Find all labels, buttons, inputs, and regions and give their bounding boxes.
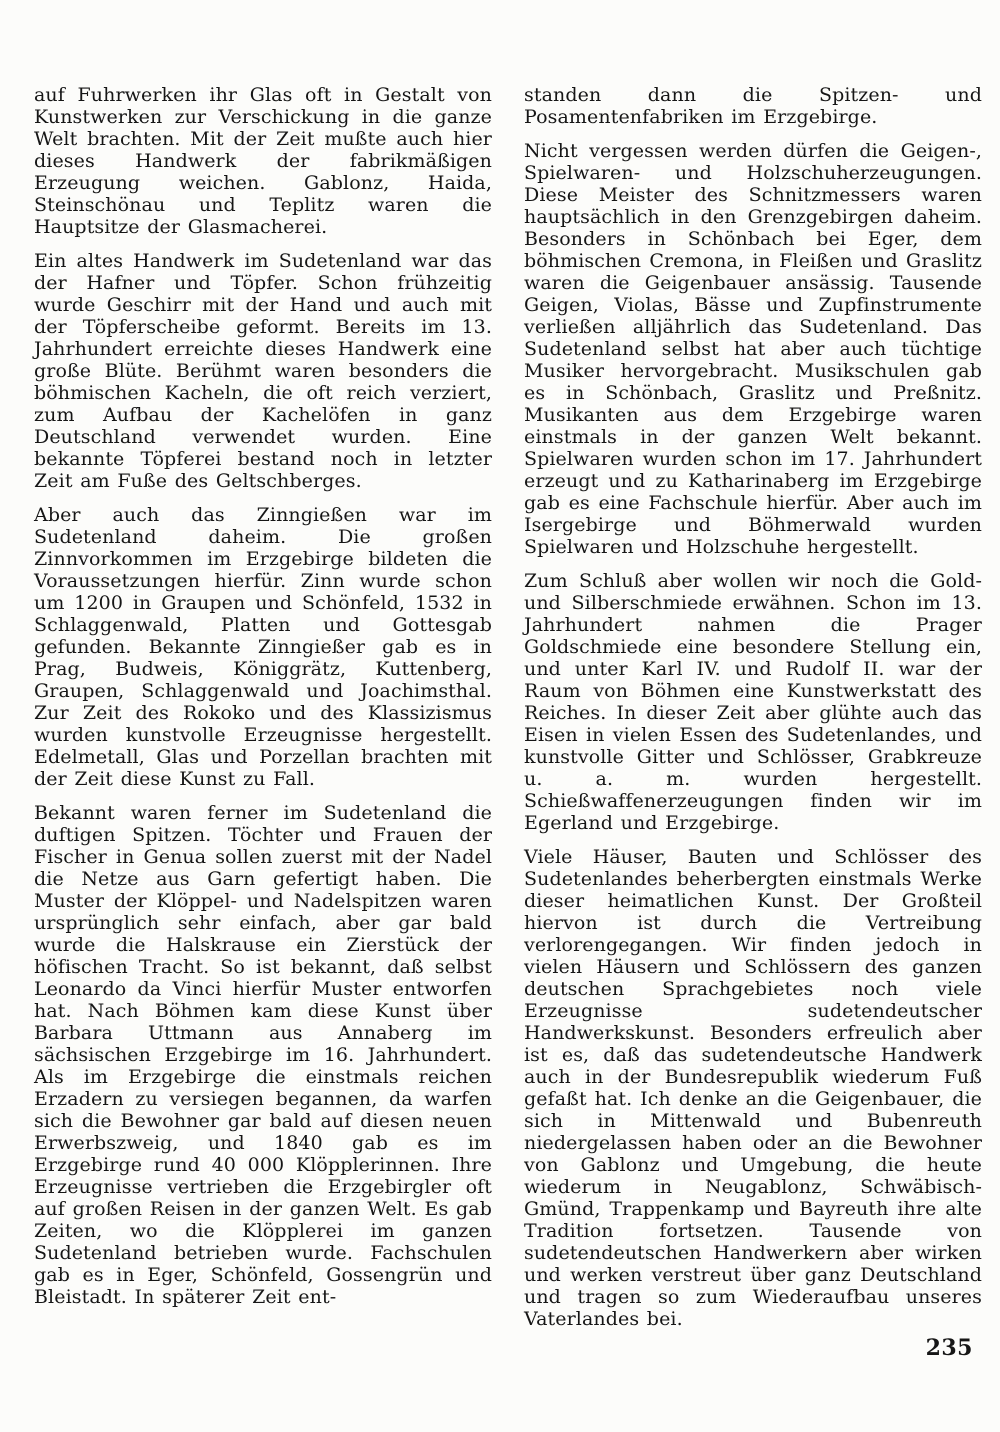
paragraph: Bekannt waren ferner im Sudetenland die duftigen Spitzen. Töchter und Frauen der Fischer in Genua sollen zuerst mit der Nadel die Netze aus Garn gefertigt haben. Die Muster der Klöppel- und Nadelspitzen waren ursprünglich sehr einfach, aber gar bald wurde die Halskrause ein Zierstück der höfischen Tracht. So ist bekannt, daß selbst Leonardo da Vinci hierfür Muster entworfen hat. Nach Böhmen kam diese Kunst über Barbara Uttmann aus Annaberg im sächsischen Erzgebirge im 16. Jahrhundert. Als im Erzgebirge die einstmals reichen Erzadern zu versiegen begannen, da warfen sich die Bewohner gar bald auf diesen neuen Erwerbszweig, und 1840 gab es im Erzgebirge rund 40 000 Klöpplerinnen. Ihre Erzeugnisse vertrieben die Erzgebirgler oft auf großen Reisen in der ganzen Welt. Es gab Zeiten, wo die Klöpplerei im ganzen Sudetenland betrieben wurde. Fachschulen gab es in Eger, Schönfeld, Gossengrün und Bleistadt. In späterer Zeit ent-: [34, 802, 492, 1308]
right-column: [524, 84, 982, 1330]
text-columns: [34, 84, 982, 1330]
paragraph: Ein altes Handwerk im Sudetenland war das der Hafner und Töpfer. Schon frühzeitig wurde Geschirr mit der Hand und auch mit der Töpferscheibe geformt. Bereits im 13. Jahrhundert erreichte dieses Handwerk eine große Blüte. Berühmt waren besonders die böhmischen Kacheln, die oft reich verziert, zum Aufbau der Kachelöfen in ganz Deutschland verwendet wurden. Eine bekannte Töpferei bestand noch in letzter Zeit am Fuße des Geltschberges.: [34, 250, 492, 492]
paragraph: Zum Schluß aber wollen wir noch die Gold- und Silberschmiede erwähnen. Schon im 13. Jahrhundert nahmen die Prager Goldschmiede eine besondere Stellung ein, und unter Karl IV. und Rudolf II. war der Raum von Böhmen eine Kunstwerkstatt des Reiches. In dieser Zeit aber glühte auch das Eisen in vielen Essen des Sudetenlandes, und kunstvolle Gitter und Schlösser, Grabkreuze u. a. m. wurden hergestellt. Schießwaffenerzeugungen finden wir im Egerland und Erzgebirge.: [524, 570, 982, 834]
page-number: 235: [925, 1335, 973, 1361]
paragraph: auf Fuhrwerken ihr Glas oft in Gestalt von Kunstwerken zur Verschickung in die ganze Welt brachten. Mit der Zeit mußte auch hier dieses Handwerk der fabrikmäßigen Erzeugung weichen. Gablonz, Haida, Steinschönau und Teplitz waren die Hauptsitze der Glasmacherei.: [34, 84, 492, 238]
paragraph: Viele Häuser, Bauten und Schlösser des Sudetenlandes beherbergten einstmals Werke dieser heimatlichen Kunst. Der Großteil hiervon ist durch die Vertreibung verlorengegangen. Wir finden jedoch in vielen Häusern und Schlössern des ganzen deutschen Sprachgebietes noch viele Erzeugnisse sudetendeutscher Handwerkskunst. Besonders erfreulich aber ist es, daß das sudetendeutsche Handwerk auch in der Bundesrepublik wiederum Fuß gefaßt hat. Ich denke an die Geigenbauer, die sich in Mittenwald und Bubenreuth niedergelassen haben oder an die Bewohner von Gablonz und Umgebung, die heute wiederum in Neugablonz, Schwäbisch-Gmünd, Trappenkamp und Bayreuth ihre alte Tradition fortsetzen. Tausende von sudetendeutschen Handwerkern aber wirken und werken verstreut über ganz Deutschland und tragen so zum Wiederaufbau unseres Vaterlandes bei.: [524, 846, 982, 1330]
paragraph: standen dann die Spitzen- und Posamentenfabriken im Erzgebirge.: [524, 84, 982, 128]
left-column: [34, 84, 492, 1330]
paragraph: Aber auch das Zinngießen war im Sudetenland daheim. Die großen Zinnvorkommen im Erzgebirge bildeten die Voraussetzungen hierfür. Zinn wurde schon um 1200 in Graupen und Schönfeld, 1532 in Schlaggenwald, Platten und Gottesgab gefunden. Bekannte Zinngießer gab es in Prag, Budweis, Königgrätz, Kuttenberg, Graupen, Schlaggenwald und Joachimsthal. Zur Zeit des Rokoko und des Klassizismus wurden kunstvolle Erzeugnisse hergestellt. Edelmetall, Glas und Porzellan brachten mit der Zeit diese Kunst zu Fall.: [34, 504, 492, 790]
paragraph: Nicht vergessen werden dürfen die Geigen-, Spielwaren- und Holzschuherzeugungen. Diese Meister des Schnitzmessers waren hauptsächlich in den Grenzgebirgen daheim. Besonders in Schönbach bei Eger, dem böhmischen Cremona, in Fleißen und Graslitz waren die Geigenbauer ansässig. Tausende Geigen, Violas, Bässe und Zupfinstrumente verließen alljährlich das Sudetenland. Das Sudetenland selbst hat aber auch tüchtige Musiker hervorgebracht. Musikschulen gab es in Schönbach, Graslitz und Preßnitz. Musikanten aus dem Erzgebirge waren einstmals in der ganzen Welt bekannt. Spielwaren wurden schon im 17. Jahrhundert erzeugt und zu Katharinaberg im Erzgebirge gab es eine Fachschule hierfür. Aber auch im Isergebirge und Böhmerwald wurden Spielwaren und Holzschuhe hergestellt.: [524, 140, 982, 558]
